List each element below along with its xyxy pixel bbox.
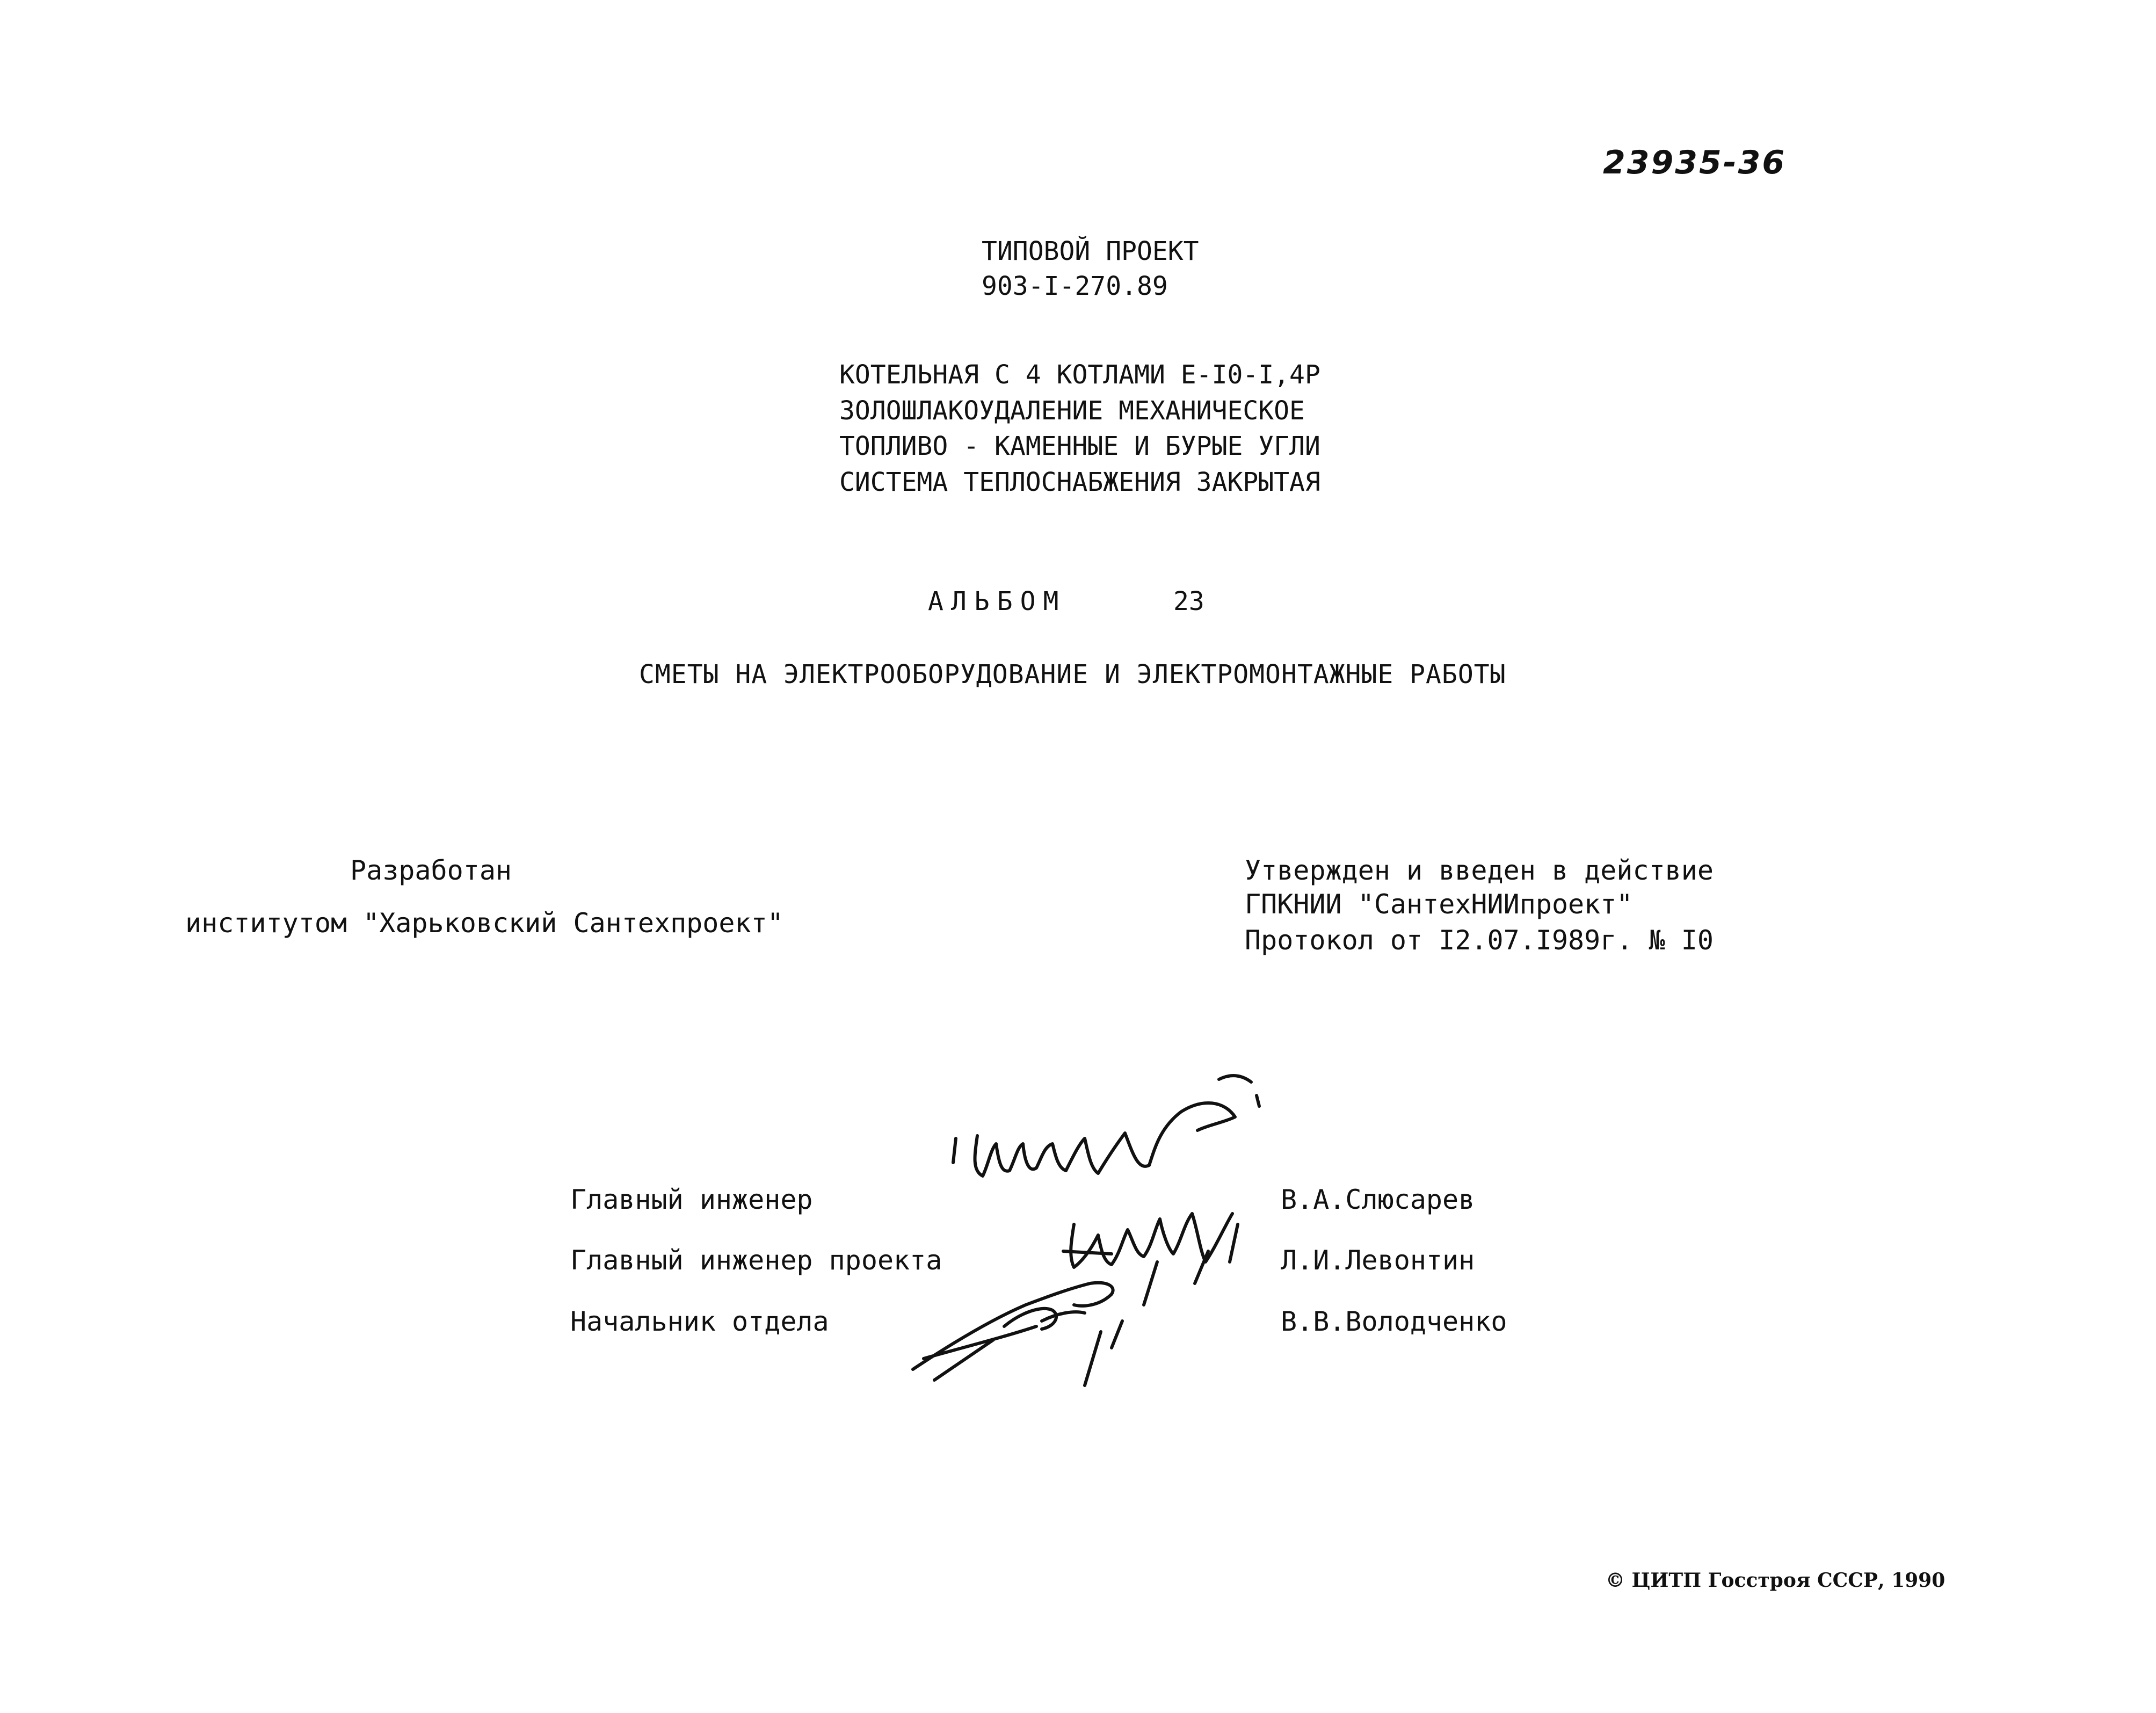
signature-chief-engineer (953, 1103, 1235, 1176)
signature-department-head (913, 1283, 1113, 1380)
album-label: АЛЬБОМ (928, 586, 1066, 616)
handwritten-signatures (881, 1069, 1321, 1412)
signature-chief-project-engineer (1071, 1214, 1238, 1305)
copyright-notice: © ЦИТП Госстроя СССР, 1990 (1606, 1569, 1946, 1592)
signatory-role-2: Главный инженер проекта (570, 1245, 942, 1276)
description-line-1: КОТЕЛЬНАЯ С 4 КОТЛАМИ Е-I0-I,4Р (839, 360, 1320, 390)
description-line-2: ЗОЛОШЛАКОУДАЛЕНИЕ МЕХАНИЧЕСКОЕ (839, 396, 1305, 426)
signatory-role-3: Начальник отдела (570, 1306, 829, 1337)
album-number: 23 (1173, 586, 1204, 616)
signatory-name-2: Л.И.Левонтин (1281, 1245, 1475, 1276)
document-number: 23935-36 (1603, 144, 1787, 182)
approved-line-1: Утвержден и введен в действие (1245, 855, 1714, 886)
project-number: 903-I-270.89 (982, 271, 1168, 301)
approved-protocol: Протокол от I2.07.I989г. № I0 (1245, 925, 1714, 956)
album-subject: СМЕТЫ НА ЭЛЕКТРООБОРУДОВАНИЕ И ЭЛЕКТРОМОНТАЖНЫЕ РАБОТЫ (639, 659, 1506, 689)
signatory-name-1: В.А.Слюсарев (1281, 1184, 1475, 1215)
signatory-name-3: В.В.Володченко (1281, 1306, 1507, 1337)
description-line-3: ТОПЛИВО - КАМЕННЫЕ И БУРЫЕ УГЛИ (839, 431, 1320, 461)
approved-line-2: ГПКНИИ "СантехНИИпроект" (1245, 889, 1633, 920)
signatory-role-1: Главный инженер (570, 1184, 813, 1215)
project-type: ТИПОВОЙ ПРОЕКТ (982, 236, 1199, 266)
description-line-4: СИСТЕМА ТЕПЛОСНАБЖЕНИЯ ЗАКРЫТАЯ (839, 467, 1320, 497)
developed-institute: институтом "Харьковский Сантехпроект" (185, 908, 783, 939)
developed-label: Разработан (350, 855, 512, 886)
